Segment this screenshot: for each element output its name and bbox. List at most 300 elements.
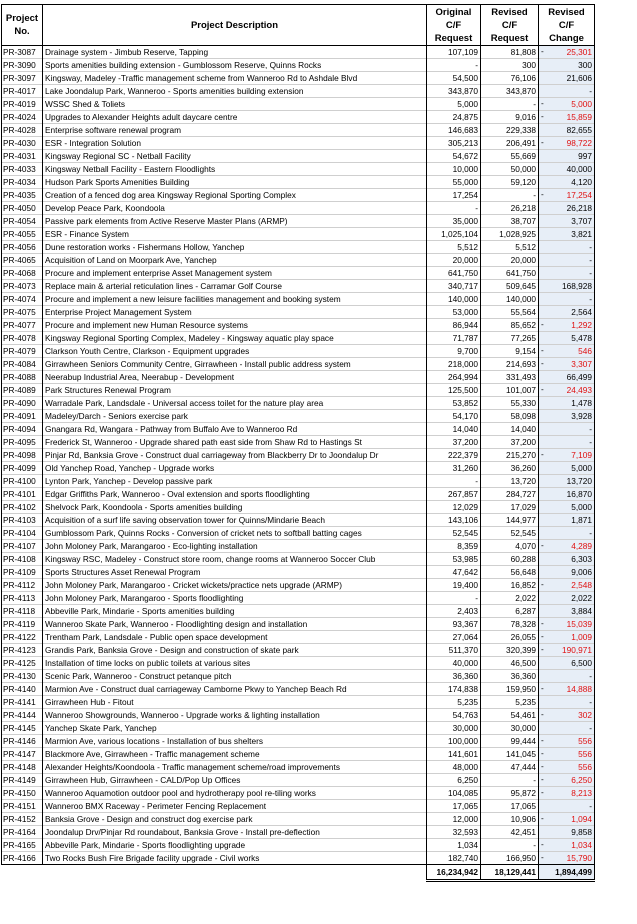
revised-request-cell: 206,491 <box>481 137 539 150</box>
project-number-cell: PR-4078 <box>2 332 43 345</box>
revised-request-cell: 144,977 <box>481 514 539 527</box>
table-row <box>2 319 595 332</box>
carry-forward-table-container <box>1 4 595 882</box>
project-number-cell: PR-4024 <box>2 111 43 124</box>
revised-request-cell: 77,265 <box>481 332 539 345</box>
table-row <box>2 436 595 449</box>
project-description-cell: Two Rocks Bush Fire Brigade facility upgrade - Civil works <box>43 852 427 865</box>
table-row <box>2 137 595 150</box>
table-row <box>2 787 595 800</box>
revised-request-cell: 26,218 <box>481 202 539 215</box>
header-project-description: Project Description <box>43 5 427 46</box>
project-number-cell: PR-4113 <box>2 592 43 605</box>
revised-request-cell: 214,693 <box>481 358 539 371</box>
original-request-cell: 107,109 <box>427 46 481 59</box>
original-request-cell: 12,029 <box>427 501 481 514</box>
totals-spacer-desc <box>43 865 427 881</box>
table-row <box>2 241 595 254</box>
revised-request-cell: 60,288 <box>481 553 539 566</box>
header-revised-change: Revised C/F Change <box>539 5 595 46</box>
revised-change-cell: - <box>539 527 595 540</box>
original-request-cell: 174,838 <box>427 683 481 696</box>
table-row <box>2 111 595 124</box>
revised-change-cell: - 1,034 <box>539 839 595 852</box>
original-request-cell: 48,000 <box>427 761 481 774</box>
project-number-cell: PR-4151 <box>2 800 43 813</box>
project-description-cell: Upgrades to Alexander Heights adult daycare centre <box>43 111 427 124</box>
project-number-cell: PR-4033 <box>2 163 43 176</box>
table-row <box>2 774 595 787</box>
revised-change-cell: 168,928 <box>539 280 595 293</box>
table-body <box>2 46 595 865</box>
project-number-cell: PR-4095 <box>2 436 43 449</box>
table-row <box>2 228 595 241</box>
project-description-cell: Acquisition of Land on Moorpark Ave, Yanchep <box>43 254 427 267</box>
table-row <box>2 293 595 306</box>
project-number-cell: PR-4050 <box>2 202 43 215</box>
original-request-cell: 5,235 <box>427 696 481 709</box>
original-request-cell: 54,672 <box>427 150 481 163</box>
table-row <box>2 397 595 410</box>
project-number-cell: PR-4065 <box>2 254 43 267</box>
revised-request-cell: 159,950 <box>481 683 539 696</box>
table-row <box>2 267 595 280</box>
revised-change-cell: 6,303 <box>539 553 595 566</box>
project-description-cell: Gumblossom Park, Quinns Rocks - Conversion of cricket nets to softball batting cages <box>43 527 427 540</box>
revised-change-cell: - 25,301 <box>539 46 595 59</box>
project-description-cell: Sports amenities building extension - Gumblossom Reserve, Quinns Rocks <box>43 59 427 72</box>
project-description-cell: Yanchep Skate Park, Yanchep <box>43 722 427 735</box>
table-row <box>2 644 595 657</box>
original-request-cell: 52,545 <box>427 527 481 540</box>
original-request-cell: 1,025,104 <box>427 228 481 241</box>
project-description-cell: Gnangara Rd, Wangara - Pathway from Buffalo Ave to Wanneroo Rd <box>43 423 427 436</box>
project-description-cell: Warradale Park, Landsdale - Universal access toilet for the nature play area <box>43 397 427 410</box>
project-number-cell: PR-4122 <box>2 631 43 644</box>
project-description-cell: Lynton Park, Yanchep - Develop passive park <box>43 475 427 488</box>
table-row <box>2 449 595 462</box>
original-request-cell: 340,717 <box>427 280 481 293</box>
revised-change-cell: 16,870 <box>539 488 595 501</box>
project-number-cell: PR-4123 <box>2 644 43 657</box>
revised-request-cell: 17,065 <box>481 800 539 813</box>
original-request-cell: 9,700 <box>427 345 481 358</box>
revised-change-cell: 2,564 <box>539 306 595 319</box>
revised-change-cell: 5,478 <box>539 332 595 345</box>
revised-request-cell: 5,235 <box>481 696 539 709</box>
project-description-cell: Drainage system - Jimbub Reserve, Tapping <box>43 46 427 59</box>
table-row <box>2 826 595 839</box>
original-request-cell: 100,000 <box>427 735 481 748</box>
project-description-cell: Park Structures Renewal Program <box>43 384 427 397</box>
table-row <box>2 163 595 176</box>
original-request-cell: 54,170 <box>427 410 481 423</box>
revised-request-cell: 85,652 <box>481 319 539 332</box>
original-request-cell: 17,254 <box>427 189 481 202</box>
revised-change-cell: - 5,000 <box>539 98 595 111</box>
table-row <box>2 696 595 709</box>
project-number-cell: PR-4144 <box>2 709 43 722</box>
totals-row <box>2 865 595 881</box>
revised-change-cell: 5,000 <box>539 501 595 514</box>
original-request-cell: 1,034 <box>427 839 481 852</box>
revised-request-cell: - <box>481 189 539 202</box>
project-number-cell: PR-4079 <box>2 345 43 358</box>
revised-request-cell: 78,328 <box>481 618 539 631</box>
revised-request-cell: 17,029 <box>481 501 539 514</box>
revised-request-cell: 58,098 <box>481 410 539 423</box>
revised-request-cell: 320,399 <box>481 644 539 657</box>
revised-change-cell: - <box>539 293 595 306</box>
revised-request-cell: 9,016 <box>481 111 539 124</box>
original-request-cell: 104,085 <box>427 787 481 800</box>
revised-request-cell: 36,260 <box>481 462 539 475</box>
revised-request-cell: 55,669 <box>481 150 539 163</box>
original-request-cell: 641,750 <box>427 267 481 280</box>
project-description-cell: Abbeville Park, Mindarie - Sports amenities building <box>43 605 427 618</box>
revised-request-cell: 95,872 <box>481 787 539 800</box>
revised-request-cell: 13,720 <box>481 475 539 488</box>
project-number-cell: PR-4074 <box>2 293 43 306</box>
project-number-cell: PR-4035 <box>2 189 43 202</box>
project-description-cell: ESR - Finance System <box>43 228 427 241</box>
revised-change-cell: - 2,548 <box>539 579 595 592</box>
revised-change-cell: - 8,213 <box>539 787 595 800</box>
revised-request-cell: 56,648 <box>481 566 539 579</box>
original-request-cell: - <box>427 59 481 72</box>
project-description-cell: Replace main & arterial reticulation lines - Carramar Golf Course <box>43 280 427 293</box>
header-original-request: Original C/F Request <box>427 5 481 46</box>
table-row <box>2 371 595 384</box>
table-row <box>2 540 595 553</box>
project-number-cell: PR-4148 <box>2 761 43 774</box>
revised-change-cell: 1,478 <box>539 397 595 410</box>
table-header-row <box>2 5 595 46</box>
table-row <box>2 852 595 865</box>
revised-change-cell: - <box>539 423 595 436</box>
original-request-cell: 511,370 <box>427 644 481 657</box>
project-number-cell: PR-4165 <box>2 839 43 852</box>
revised-request-cell: 641,750 <box>481 267 539 280</box>
original-request-cell: 30,000 <box>427 722 481 735</box>
revised-change-cell: 9,006 <box>539 566 595 579</box>
revised-request-cell: 55,564 <box>481 306 539 319</box>
revised-change-cell: - 4,289 <box>539 540 595 553</box>
project-description-cell: Marmion Ave, various locations - Installation of bus shelters <box>43 735 427 748</box>
table-row <box>2 423 595 436</box>
project-description-cell: John Moloney Park, Marangaroo - Eco-lighting installation <box>43 540 427 553</box>
original-request-cell: 264,994 <box>427 371 481 384</box>
original-request-cell: 125,500 <box>427 384 481 397</box>
table-row <box>2 215 595 228</box>
project-description-cell: Lake Joondalup Park, Wanneroo - Sports amenities building extension <box>43 85 427 98</box>
original-request-cell: 40,000 <box>427 657 481 670</box>
project-description-cell: Procure and implement enterprise Asset Management system <box>43 267 427 280</box>
revised-change-cell: 4,120 <box>539 176 595 189</box>
original-request-cell: 35,000 <box>427 215 481 228</box>
project-description-cell: Wanneroo Skate Park, Wanneroo - Floodlighting design and installation <box>43 618 427 631</box>
table-row <box>2 657 595 670</box>
original-request-cell: 5,000 <box>427 98 481 111</box>
project-number-cell: PR-4118 <box>2 605 43 618</box>
original-request-cell: 140,000 <box>427 293 481 306</box>
revised-change-cell: - 15,039 <box>539 618 595 631</box>
project-number-cell: PR-4094 <box>2 423 43 436</box>
revised-change-cell: - <box>539 722 595 735</box>
project-description-cell: Grandis Park, Banksia Grove - Design and construction of skate park <box>43 644 427 657</box>
table-row <box>2 150 595 163</box>
project-description-cell: Hudson Park Sports Amenities Building <box>43 176 427 189</box>
table-row <box>2 748 595 761</box>
revised-change-cell: - 7,109 <box>539 449 595 462</box>
project-number-cell: PR-4112 <box>2 579 43 592</box>
project-description-cell: Trentham Park, Landsdale - Public open space development <box>43 631 427 644</box>
revised-change-cell: 2,022 <box>539 592 595 605</box>
original-request-cell: 32,593 <box>427 826 481 839</box>
project-number-cell: PR-4068 <box>2 267 43 280</box>
table-row <box>2 813 595 826</box>
revised-change-cell: - <box>539 696 595 709</box>
project-description-cell: Girrawheen Hub - Fitout <box>43 696 427 709</box>
revised-request-cell: 55,330 <box>481 397 539 410</box>
project-description-cell: Kingsway Netball Facility - Eastern Floodlights <box>43 163 427 176</box>
table-row <box>2 189 595 202</box>
revised-change-cell: - <box>539 436 595 449</box>
revised-request-cell: - <box>481 839 539 852</box>
revised-request-cell: 2,022 <box>481 592 539 605</box>
original-request-cell: 53,852 <box>427 397 481 410</box>
revised-change-cell: - <box>539 254 595 267</box>
revised-change-cell: 9,858 <box>539 826 595 839</box>
project-description-cell: Shelvock Park, Koondoola - Sports amenities building <box>43 501 427 514</box>
original-request-cell: 305,213 <box>427 137 481 150</box>
project-description-cell: Sports Structures Asset Renewal Program <box>43 566 427 579</box>
project-description-cell: Develop Peace Park, Koondoola <box>43 202 427 215</box>
table-row <box>2 306 595 319</box>
revised-change-cell: - 3,307 <box>539 358 595 371</box>
original-request-cell: 14,040 <box>427 423 481 436</box>
project-number-cell: PR-4150 <box>2 787 43 800</box>
revised-request-cell: 141,045 <box>481 748 539 761</box>
project-description-cell: Kingsway Regional Sporting Complex, Madeley - Kingsway aquatic play space <box>43 332 427 345</box>
project-number-cell: PR-4101 <box>2 488 43 501</box>
revised-request-cell: - <box>481 774 539 787</box>
header-project-no: Project No. <box>2 5 43 46</box>
revised-change-cell: - 546 <box>539 345 595 358</box>
original-request-cell: - <box>427 592 481 605</box>
revised-request-cell: 81,808 <box>481 46 539 59</box>
project-number-cell: PR-4145 <box>2 722 43 735</box>
project-number-cell: PR-4019 <box>2 98 43 111</box>
total-original: 16,234,942 <box>427 865 481 881</box>
original-request-cell: 5,512 <box>427 241 481 254</box>
original-request-cell: 143,106 <box>427 514 481 527</box>
project-description-cell: Girrawheen Hub, Girrawheen - CALD/Pop Up Offices <box>43 774 427 787</box>
revised-request-cell: 229,338 <box>481 124 539 137</box>
revised-change-cell: 3,821 <box>539 228 595 241</box>
table-row <box>2 579 595 592</box>
revised-change-cell: 66,499 <box>539 371 595 384</box>
original-request-cell: - <box>427 202 481 215</box>
revised-request-cell: 166,950 <box>481 852 539 865</box>
revised-change-cell: - 1,009 <box>539 631 595 644</box>
table-row <box>2 722 595 735</box>
revised-change-cell: - 15,790 <box>539 852 595 865</box>
original-request-cell: 86,944 <box>427 319 481 332</box>
revised-change-cell: - 24,493 <box>539 384 595 397</box>
revised-request-cell: 300 <box>481 59 539 72</box>
total-change: 1,894,499 <box>539 865 595 881</box>
project-number-cell: PR-4099 <box>2 462 43 475</box>
table-row <box>2 124 595 137</box>
project-number-cell: PR-4147 <box>2 748 43 761</box>
revised-request-cell: 26,055 <box>481 631 539 644</box>
table-row <box>2 800 595 813</box>
original-request-cell: 2,403 <box>427 605 481 618</box>
project-description-cell: Procure and implement new Human Resource systems <box>43 319 427 332</box>
revised-change-cell: 3,928 <box>539 410 595 423</box>
project-description-cell: Joondalup Drv/Pinjar Rd roundabout, Banksia Grove - Install pre-deflection <box>43 826 427 839</box>
original-request-cell: 141,601 <box>427 748 481 761</box>
table-row <box>2 475 595 488</box>
project-description-cell: Neerabup Industrial Area, Neerabup - Development <box>43 371 427 384</box>
project-number-cell: PR-4091 <box>2 410 43 423</box>
project-description-cell: Passive park elements from Active Reserve Master Plans (ARMP) <box>43 215 427 228</box>
revised-change-cell: - <box>539 800 595 813</box>
table-row <box>2 709 595 722</box>
revised-change-cell: - 556 <box>539 735 595 748</box>
revised-change-cell: 6,500 <box>539 657 595 670</box>
revised-change-cell: - <box>539 85 595 98</box>
project-description-cell: Madeley/Darch - Seniors exercise park <box>43 410 427 423</box>
project-number-cell: PR-4149 <box>2 774 43 787</box>
table-row <box>2 566 595 579</box>
revised-change-cell: 5,000 <box>539 462 595 475</box>
project-description-cell: Kingsway, Madeley -Traffic management scheme from Wanneroo Rd to Ashdale Blvd <box>43 72 427 85</box>
revised-change-cell: - 1,292 <box>539 319 595 332</box>
table-row <box>2 345 595 358</box>
project-number-cell: PR-4100 <box>2 475 43 488</box>
revised-request-cell: 9,154 <box>481 345 539 358</box>
original-request-cell: 54,500 <box>427 72 481 85</box>
revised-request-cell: 140,000 <box>481 293 539 306</box>
original-request-cell: 12,000 <box>427 813 481 826</box>
revised-request-cell: 30,000 <box>481 722 539 735</box>
project-description-cell: Acquisition of a surf life saving observation tower for Quinns/Mindarie Beach <box>43 514 427 527</box>
revised-change-cell: - 98,722 <box>539 137 595 150</box>
project-number-cell: PR-4030 <box>2 137 43 150</box>
project-number-cell: PR-4084 <box>2 358 43 371</box>
table-row <box>2 46 595 59</box>
table-row <box>2 735 595 748</box>
project-number-cell: PR-4130 <box>2 670 43 683</box>
project-number-cell: PR-4056 <box>2 241 43 254</box>
table-row <box>2 501 595 514</box>
original-request-cell: 218,000 <box>427 358 481 371</box>
revised-request-cell: 36,360 <box>481 670 539 683</box>
project-description-cell: Old Yanchep Road, Yanchep - Upgrade works <box>43 462 427 475</box>
revised-change-cell: 13,720 <box>539 475 595 488</box>
table-row <box>2 683 595 696</box>
revised-request-cell: 509,645 <box>481 280 539 293</box>
project-number-cell: PR-3087 <box>2 46 43 59</box>
revised-request-cell: 20,000 <box>481 254 539 267</box>
original-request-cell: 55,000 <box>427 176 481 189</box>
revised-request-cell: 99,444 <box>481 735 539 748</box>
table-row <box>2 592 595 605</box>
table-row <box>2 410 595 423</box>
revised-change-cell: - <box>539 670 595 683</box>
project-number-cell: PR-4077 <box>2 319 43 332</box>
table-row <box>2 72 595 85</box>
project-number-cell: PR-4166 <box>2 852 43 865</box>
revised-request-cell: 50,000 <box>481 163 539 176</box>
revised-change-cell: 1,871 <box>539 514 595 527</box>
project-number-cell: PR-4125 <box>2 657 43 670</box>
revised-request-cell: 284,727 <box>481 488 539 501</box>
revised-change-cell: 997 <box>539 150 595 163</box>
original-request-cell: 6,250 <box>427 774 481 787</box>
project-description-cell: Blackmore Ave, Girrawheen - Traffic management scheme <box>43 748 427 761</box>
table-row <box>2 202 595 215</box>
revised-change-cell: 3,707 <box>539 215 595 228</box>
project-description-cell: Enterprise software renewal program <box>43 124 427 137</box>
table-row <box>2 59 595 72</box>
revised-change-cell: - 17,254 <box>539 189 595 202</box>
project-description-cell: Girrawheen Seniors Community Centre, Girrawheen - Install public address system <box>43 358 427 371</box>
original-request-cell: 10,000 <box>427 163 481 176</box>
revised-request-cell: 1,028,925 <box>481 228 539 241</box>
revised-change-cell: - 14,888 <box>539 683 595 696</box>
revised-request-cell: 4,070 <box>481 540 539 553</box>
project-number-cell: PR-4108 <box>2 553 43 566</box>
original-request-cell: 93,367 <box>427 618 481 631</box>
project-description-cell: Alexander Heights/Koondoola - Traffic management scheme/road improvements <box>43 761 427 774</box>
revised-request-cell: 76,106 <box>481 72 539 85</box>
project-number-cell: PR-4103 <box>2 514 43 527</box>
project-number-cell: PR-4104 <box>2 527 43 540</box>
revised-request-cell: 46,500 <box>481 657 539 670</box>
project-number-cell: PR-4152 <box>2 813 43 826</box>
original-request-cell: - <box>427 475 481 488</box>
revised-request-cell: - <box>481 98 539 111</box>
project-description-cell: John Moloney Park, Marangaroo - Sports floodlighting <box>43 592 427 605</box>
project-description-cell: Scenic Park, Wanneroo - Construct petanque pitch <box>43 670 427 683</box>
project-number-cell: PR-4109 <box>2 566 43 579</box>
revised-change-cell: - 302 <box>539 709 595 722</box>
original-request-cell: 8,359 <box>427 540 481 553</box>
project-description-cell: Installation of time locks on public toilets at various sites <box>43 657 427 670</box>
revised-change-cell: 3,884 <box>539 605 595 618</box>
revised-change-cell: 21,606 <box>539 72 595 85</box>
revised-request-cell: 38,707 <box>481 215 539 228</box>
table-row <box>2 98 595 111</box>
header-revised-request: Revised C/F Request <box>481 5 539 46</box>
original-request-cell: 267,857 <box>427 488 481 501</box>
table-row <box>2 488 595 501</box>
table-row <box>2 553 595 566</box>
revised-change-cell: 26,218 <box>539 202 595 215</box>
original-request-cell: 343,870 <box>427 85 481 98</box>
project-number-cell: PR-4031 <box>2 150 43 163</box>
original-request-cell: 36,360 <box>427 670 481 683</box>
total-revised: 18,129,441 <box>481 865 539 881</box>
revised-change-cell: - 190,971 <box>539 644 595 657</box>
revised-request-cell: 215,270 <box>481 449 539 462</box>
original-request-cell: 71,787 <box>427 332 481 345</box>
table-row <box>2 254 595 267</box>
project-number-cell: PR-4146 <box>2 735 43 748</box>
